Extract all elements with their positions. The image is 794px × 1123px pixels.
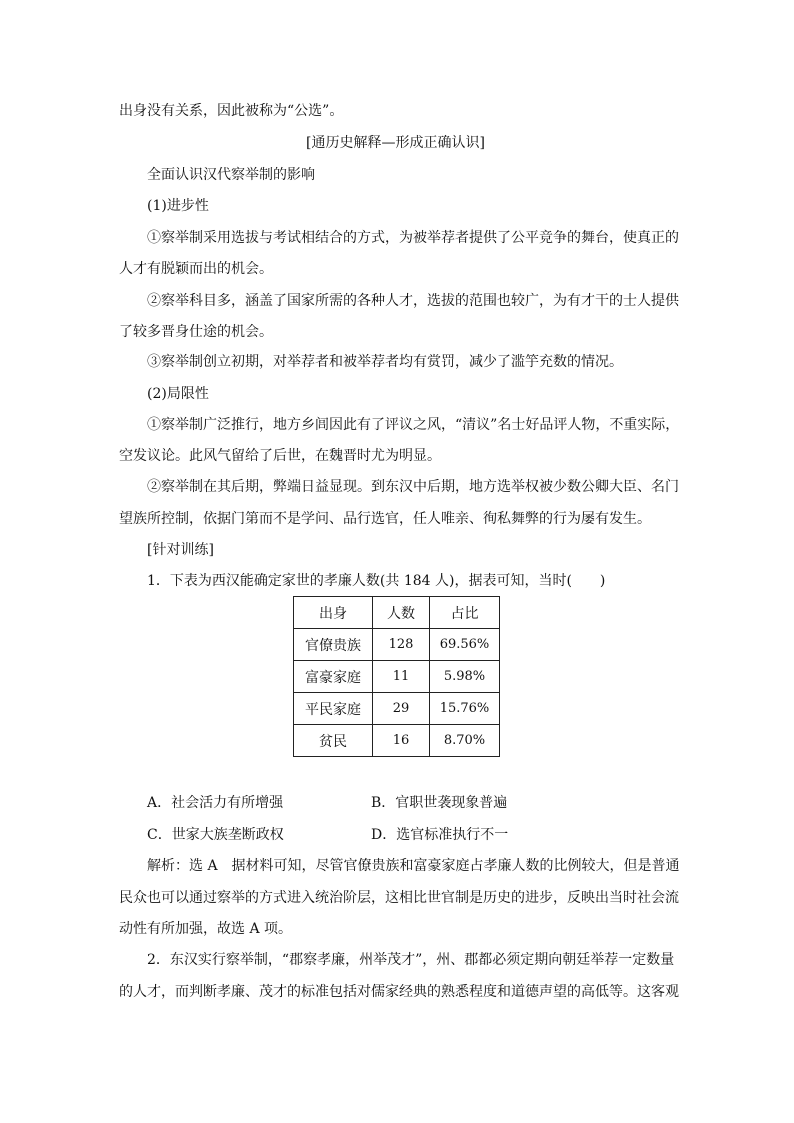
- table-row: [294, 661, 500, 693]
- table-cell: 29: [373, 693, 430, 725]
- paragraph-limit-2-line-2: 望族所控制，依据门第而不是学问、品行选官，任人唯亲、徇私舞弊的行为屡有发生。: [119, 511, 651, 527]
- option-a: A．社会活力有所增强: [147, 795, 284, 811]
- question-2-line-1: 2．东汉实行察举制，“郡察孝廉，州举茂才”，州、郡都必须定期向朝廷举荐一定数量: [147, 952, 675, 968]
- table-row: [294, 725, 500, 757]
- table-cell: 128: [373, 629, 430, 661]
- section-heading: [通历史解释—形成正确认识]: [306, 135, 485, 151]
- paragraph-limit-2-line-1: ②察举制在其后期，弊端日益显现。到东汉中后期，地方选举权被少数公卿大臣、名门: [147, 479, 679, 495]
- table-header: 人数: [373, 597, 430, 629]
- question-2-line-2: 的人才，而判断孝廉、茂才的标准包括对儒家经典的熟悉程度和道德声望的高低等。这客观: [119, 984, 679, 1000]
- table-cell: 5.98%: [430, 661, 500, 693]
- question-1: 1．下表为西汉能确定家世的孝廉人数(共 184 人)，据表可知，当时( ): [147, 573, 606, 589]
- data-table: [293, 596, 500, 757]
- table-row: [294, 629, 500, 661]
- table-cell: 8.70%: [430, 725, 500, 757]
- paragraph-point-2-line-2: 了较多晋身仕途的机会。: [119, 324, 273, 340]
- data-table-wrapper: [293, 596, 500, 757]
- paragraph-limit-1-line-1: ①察举制广泛推行，地方乡闾因此有了评议之风，“清议”名士好品评人物，不重实际，: [147, 417, 680, 433]
- table-row: [294, 693, 500, 725]
- option-c: C．世家大族垄断政权: [147, 827, 284, 843]
- table-cell: 16: [373, 725, 430, 757]
- paragraph-point-3: ③察举制创立初期，对举荐者和被举荐者均有赏罚，减少了滥竽充数的情况。: [147, 354, 623, 370]
- analysis-line-3: 动性有所加强，故选 A 项。: [119, 921, 293, 937]
- table-cell: 富豪家庭: [294, 661, 373, 693]
- paragraph-limit-1-line-2: 空发议论。此风气留给了后世，在魏晋时尤为明显。: [119, 448, 441, 464]
- table-header: 出身: [294, 597, 373, 629]
- table-cell: 11: [373, 661, 430, 693]
- analysis-line-1: 解析：选 A 据材料可知，尽管官僚贵族和富豪家庭占孝廉人数的比例较大，但是普通: [147, 858, 680, 874]
- analysis-line-2: 民众也可以通过察举的方式进入统治阶层，这相比世官制是历史的进步，反映出当时社会流: [119, 890, 679, 906]
- table-cell: 69.56%: [430, 629, 500, 661]
- table-cell: 平民家庭: [294, 693, 373, 725]
- paragraph-point-2-line-1: ②察举科目多，涵盖了国家所需的各种人才，选拔的范围也较广，为有才干的士人提供: [147, 293, 679, 309]
- table-cell: 贫民: [294, 725, 373, 757]
- table-header: 占比: [430, 597, 500, 629]
- table-header-row: [294, 597, 500, 629]
- table-cell: 15.76%: [430, 693, 500, 725]
- subheading-limitations: (2)局限性: [147, 386, 209, 402]
- training-heading: [针对训练]: [147, 542, 214, 558]
- paragraph-point-1-line-2: 人才有脱颖而出的机会。: [119, 261, 273, 277]
- paragraph-continuation: 出身没有关系，因此被称为“公选”。: [119, 103, 344, 119]
- paragraph-point-1-line-1: ①察举制采用选拔与考试相结合的方式，为被举荐者提供了公平竞争的舞台，使真正的: [147, 230, 679, 246]
- paragraph-intro: 全面认识汉代察举制的影响: [147, 167, 315, 183]
- option-d: D．选官标准执行不一: [371, 827, 509, 843]
- subheading-progressive: (1)进步性: [147, 198, 209, 214]
- option-b: B．官职世袭现象普遍: [371, 795, 508, 811]
- table-cell: 官僚贵族: [294, 629, 373, 661]
